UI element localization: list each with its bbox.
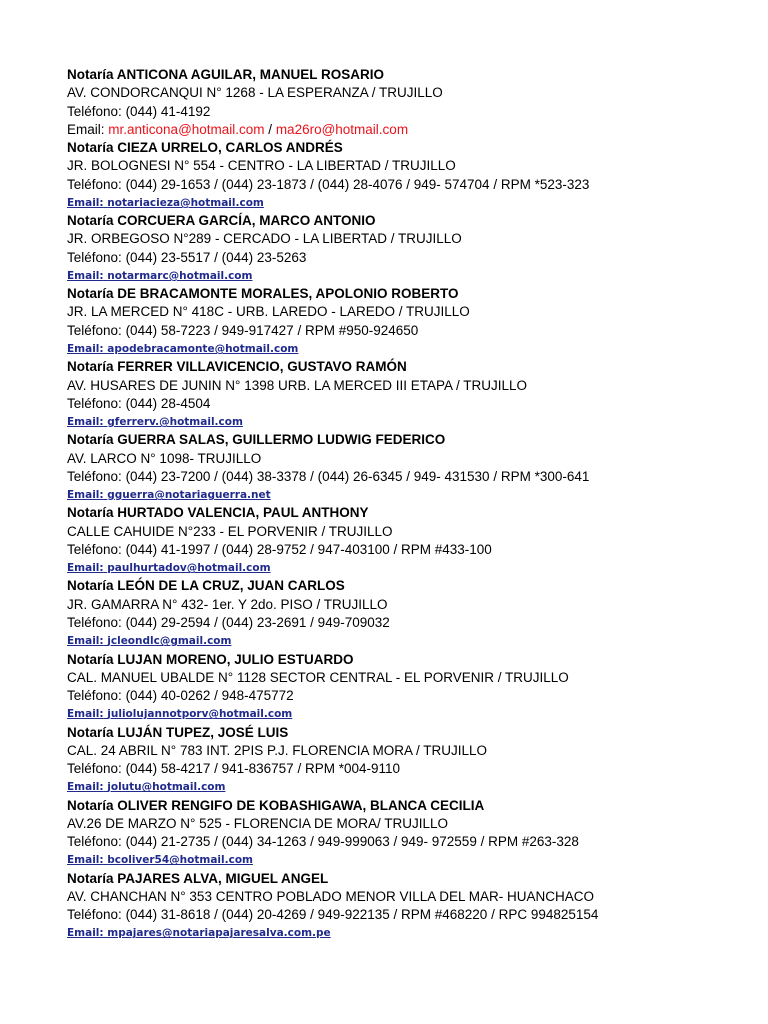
phone-label: Teléfono:	[67, 176, 122, 192]
notary-phone-line	[67, 906, 757, 924]
notary-phone-line	[67, 541, 757, 559]
notary-name-line	[67, 358, 757, 376]
notary-address: CALLE CAHUIDE N°233 - EL PORVENIR / TRUJILLO	[67, 523, 393, 539]
notary-email-line	[67, 121, 757, 139]
email-link[interactable]: paulhurtadov@hotmail.com	[107, 562, 271, 575]
phone-numbers: (044) 40-0262 / 948-475772	[125, 688, 294, 704]
email-label: Email:	[67, 196, 104, 209]
email-link[interactable]: notariacieza@hotmail.com	[107, 196, 264, 209]
notary-prefix: Notaría	[67, 651, 114, 667]
notary-name-line	[67, 212, 757, 230]
phone-label: Teléfono:	[67, 249, 122, 265]
notary-entry	[67, 285, 757, 358]
phone-label: Teléfono:	[67, 541, 122, 557]
notary-email-line	[67, 413, 757, 431]
notary-phone-line	[67, 103, 757, 121]
notary-entry	[67, 212, 757, 285]
notary-name-line	[67, 651, 757, 669]
notary-address: JR. LA MERCED N° 418C - URB. LAREDO - LAREDO / TRUJILLO	[67, 304, 470, 320]
notary-prefix: Notaría	[67, 67, 114, 82]
notary-phone-line	[67, 395, 757, 413]
notary-directory	[67, 66, 757, 943]
phone-numbers: (044) 58-7223 / 949-917427 / RPM #950-924650	[125, 322, 419, 338]
notary-address: JR. BOLOGNESI N° 554 - CENTRO - LA LIBERTAD / TRUJILLO	[67, 158, 456, 174]
phone-numbers: (044) 58-4217 / 941-836757 / RPM *004-9110	[125, 761, 400, 777]
email-link[interactable]: jolutu@hotmail.com	[107, 781, 226, 794]
notary-prefix: Notaría	[67, 724, 114, 740]
email-label: Email:	[67, 781, 104, 794]
notary-name: FERRER VILLAVICENCIO, GUSTAVO RAMÓN	[117, 359, 407, 375]
notary-email-line	[67, 267, 757, 285]
notary-address: AV.26 DE MARZO N° 525 - FLORENCIA DE MORA/ TRUJILLO	[67, 815, 448, 831]
email-label: Email:	[67, 854, 104, 867]
notary-name-line	[67, 66, 757, 84]
email-link[interactable]: bcoliver54@hotmail.com	[107, 854, 253, 867]
notary-name: LEÓN DE LA CRUZ, JUAN CARLOS	[117, 578, 345, 594]
email-separator: /	[264, 121, 276, 137]
phone-numbers: (044) 21-2735 / (044) 34-1263 / 949-999063 / 949- 972559 / RPM #263-328	[125, 834, 579, 850]
phone-numbers: (044) 41-1997 / (044) 28-9752 / 947-403100 / RPM #433-100	[125, 541, 492, 557]
phone-numbers: (044) 28-4504	[125, 395, 211, 411]
email-link[interactable]: jcleondlc@gmail.com	[107, 635, 232, 648]
notary-prefix: Notaría	[67, 213, 114, 229]
email-link[interactable]: mr.anticona@hotmail.com	[108, 121, 265, 137]
notary-email-line	[67, 194, 757, 212]
notary-name: OLIVER RENGIFO DE KOBASHIGAWA, BLANCA CECILIA	[117, 797, 485, 813]
notary-email-line	[67, 486, 757, 504]
email-label: Email:	[67, 416, 104, 429]
phone-numbers: (044) 31-8618 / (044) 20-4269 / 949-922135 / RPM #468220 / RPC 994825154	[125, 907, 599, 923]
notary-phone-line	[67, 687, 757, 705]
phone-numbers: (044) 41-4192	[125, 103, 211, 119]
email-link[interactable]: mpajares@notariapajaresalva.com.pe	[107, 927, 331, 940]
phone-label: Teléfono:	[67, 322, 122, 338]
notary-entry	[67, 870, 757, 943]
notary-name-line	[67, 431, 757, 449]
notary-entry	[67, 724, 757, 797]
notary-name: CIEZA URRELO, CARLOS ANDRÉS	[117, 140, 343, 156]
notary-entry	[67, 139, 757, 212]
email-label: Email:	[67, 708, 104, 721]
notary-phone-line	[67, 249, 757, 267]
notary-prefix: Notaría	[67, 870, 114, 886]
notary-address: JR. ORBEGOSO N°289 - CERCADO - LA LIBERTAD / TRUJILLO	[67, 231, 462, 247]
notary-name-line	[67, 139, 757, 157]
email-label: Email:	[67, 269, 104, 282]
notary-prefix: Notaría	[67, 797, 114, 813]
email-label: Email:	[67, 562, 104, 575]
notary-name-line	[67, 870, 757, 888]
notary-address: AV. CHANCHAN N° 353 CENTRO POBLADO MENOR VILLA DEL MAR- HUANCHACO	[67, 888, 595, 904]
notary-name: PAJARES ALVA, MIGUEL ANGEL	[117, 870, 329, 886]
notary-name: GUERRA SALAS, GUILLERMO LUDWIG FEDERICO	[117, 432, 446, 448]
notary-phone-line	[67, 468, 757, 486]
phone-numbers: (044) 29-1653 / (044) 23-1873 / (044) 28-4076 / 949- 574704 / RPM *523-323	[125, 176, 590, 192]
notary-name: LUJAN MORENO, JULIO ESTUARDO	[117, 651, 354, 667]
notary-entry	[67, 431, 757, 504]
notary-prefix: Notaría	[67, 140, 114, 156]
notary-entry	[67, 651, 757, 724]
notary-email-line	[67, 924, 757, 942]
email-label: Email:	[67, 927, 104, 940]
notary-name-line	[67, 504, 757, 522]
notary-name: ANTICONA AGUILAR, MANUEL ROSARIO	[116, 67, 385, 82]
notary-name-line	[67, 797, 757, 815]
notary-entry	[67, 66, 757, 139]
phone-label: Teléfono:	[67, 761, 122, 777]
notary-name: HURTADO VALENCIA, PAUL ANTHONY	[117, 505, 369, 521]
email-link[interactable]: notarmarc@hotmail.com	[107, 269, 253, 282]
phone-label: Teléfono:	[67, 688, 122, 704]
notary-entry	[67, 797, 757, 870]
notary-email-line	[67, 559, 757, 577]
email-label: Email:	[67, 635, 104, 648]
notary-name: CORCUERA GARCÍA, MARCO ANTONIO	[117, 213, 376, 229]
notary-address: CAL. MANUEL UBALDE N° 1128 SECTOR CENTRAL - EL PORVENIR / TRUJILLO	[67, 669, 569, 685]
notary-name-line	[67, 285, 757, 303]
email-label: Email:	[67, 121, 105, 137]
notary-email-line	[67, 778, 757, 796]
notary-address: AV. HUSARES DE JUNIN N° 1398 URB. LA MERCED III ETAPA / TRUJILLO	[67, 377, 528, 393]
notary-email-line	[67, 851, 757, 869]
phone-label: Teléfono:	[67, 834, 122, 850]
notary-name: LUJÁN TUPEZ, JOSÉ LUIS	[117, 724, 289, 740]
notary-address: AV. CONDORCANQUI N° 1268 - LA ESPERANZA / TRUJILLO	[67, 85, 443, 101]
email-link[interactable]: gguerra@notariaguerra.net	[107, 489, 271, 502]
email-link[interactable]: juliolujannotporv@hotmail.com	[107, 708, 293, 721]
phone-numbers: (044) 23-5517 / (044) 23-5263	[125, 249, 307, 265]
notary-email-line	[67, 705, 757, 723]
notary-address: CAL. 24 ABRIL N° 783 INT. 2PIS P.J. FLORENCIA MORA / TRUJILLO	[67, 742, 488, 758]
notary-name-line	[67, 724, 757, 742]
notary-prefix: Notaría	[67, 432, 114, 448]
notary-email-line	[67, 340, 757, 358]
notary-phone-line	[67, 760, 757, 778]
phone-label: Teléfono:	[67, 395, 122, 411]
notary-phone-line	[67, 833, 757, 851]
notary-prefix: Notaría	[67, 578, 114, 594]
phone-numbers: (044) 29-2594 / (044) 23-2691 / 949-709032	[125, 614, 390, 630]
email-link[interactable]: gferrerv.@hotmail.com	[107, 416, 243, 429]
notary-phone-line	[67, 614, 757, 632]
phone-label: Teléfono:	[67, 614, 122, 630]
notary-entry	[67, 577, 757, 650]
phone-numbers: (044) 23-7200 / (044) 38-3378 / (044) 26-6345 / 949- 431530 / RPM *300-641	[125, 468, 590, 484]
notary-name: DE BRACAMONTE MORALES, APOLONIO ROBERTO	[117, 286, 459, 302]
notary-entry	[67, 504, 757, 577]
phone-label: Teléfono:	[67, 468, 122, 484]
notary-address: JR. GAMARRA N° 432- 1er. Y 2do. PISO / TRUJILLO	[67, 596, 388, 612]
email-link[interactable]: apodebracamonte@hotmail.com	[107, 342, 299, 355]
notary-prefix: Notaría	[67, 505, 114, 521]
notary-name-line	[67, 577, 757, 595]
notary-address: AV. LARCO N° 1098- TRUJILLO	[67, 450, 262, 466]
email-label: Email:	[67, 489, 104, 502]
email-label: Email:	[67, 342, 104, 355]
notary-prefix: Notaría	[67, 286, 114, 302]
phone-label: Teléfono:	[67, 103, 122, 119]
notary-prefix: Notaría	[67, 359, 114, 375]
notary-phone-line	[67, 176, 757, 194]
notary-entry	[67, 358, 757, 431]
email-link[interactable]: ma26ro@hotmail.com	[275, 121, 409, 137]
phone-label: Teléfono:	[67, 907, 122, 923]
notary-email-line	[67, 632, 757, 650]
notary-phone-line	[67, 322, 757, 340]
